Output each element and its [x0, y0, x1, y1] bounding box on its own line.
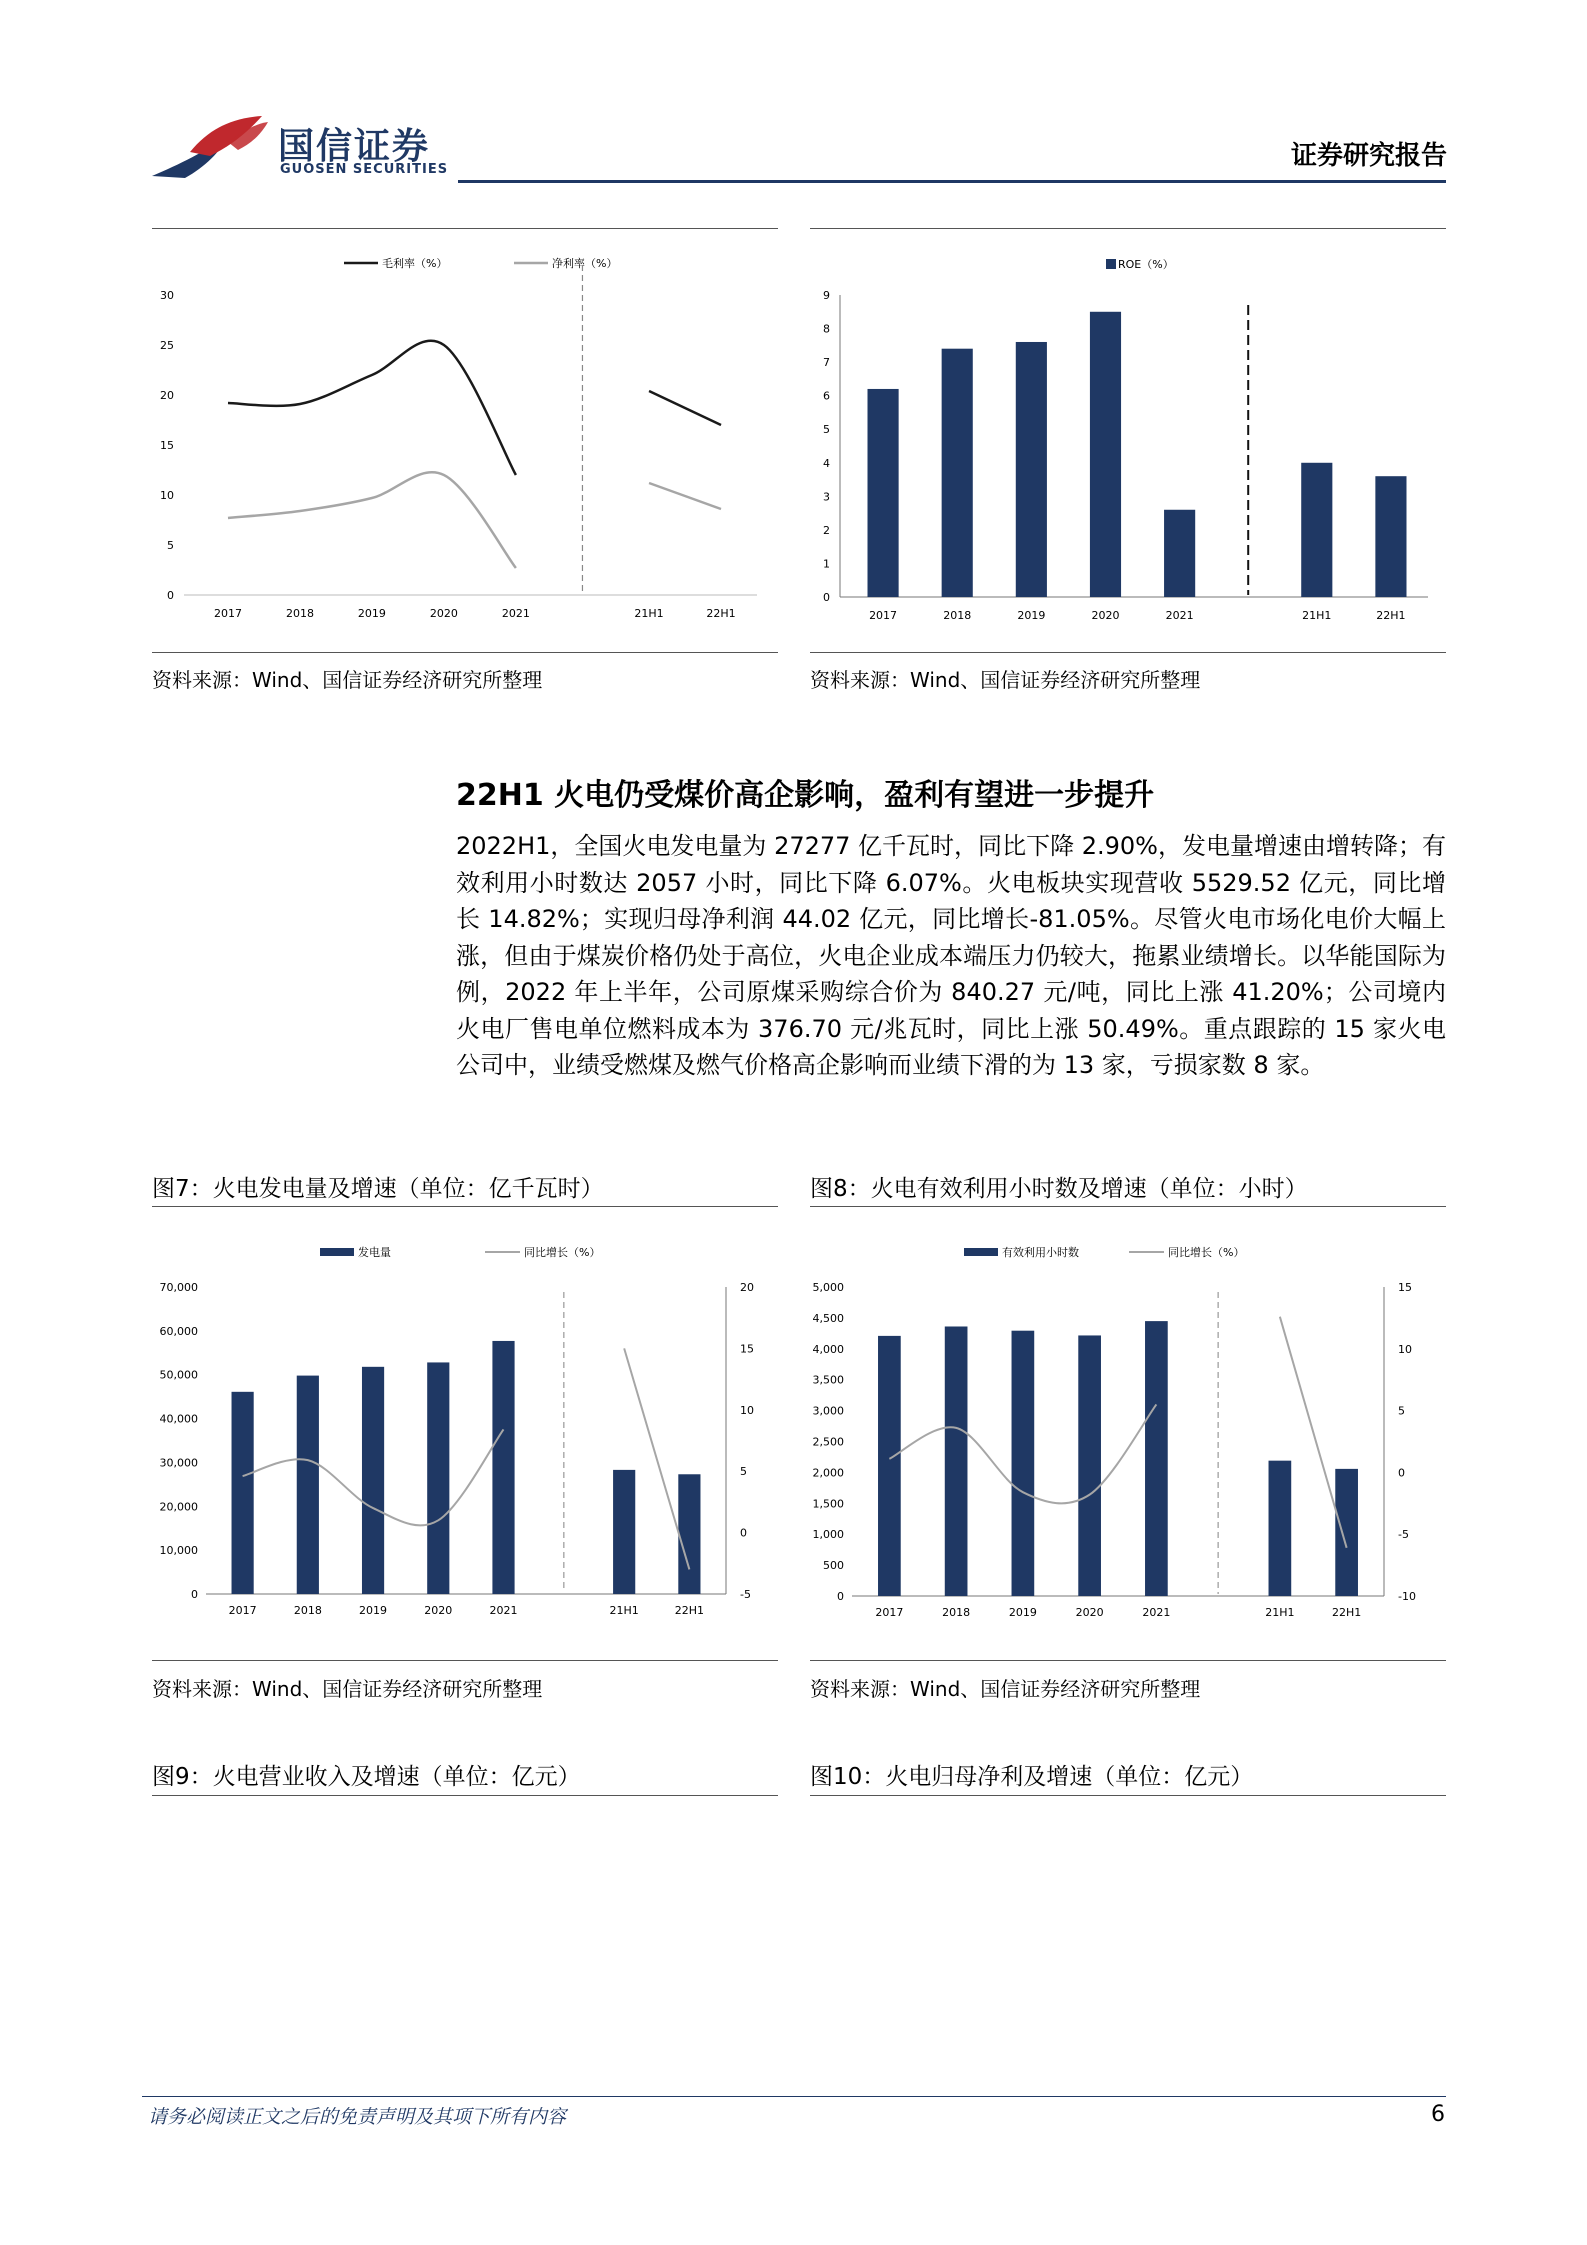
legend-bar-label: 有效利用小时数 [1002, 1246, 1079, 1259]
series-line-0-annual [228, 341, 516, 475]
y-right-tick-label: 10 [1398, 1342, 1412, 1356]
report-type-label: 证券研究报告 [1290, 141, 1447, 171]
y-tick-label: 2 [823, 523, 830, 537]
y-right-tick-label: 20 [740, 1281, 754, 1294]
source-note-1: 资料来源：Wind、国信证券经济研究所整理 [152, 668, 543, 692]
bar-2019 [1012, 1331, 1035, 1596]
x-tick-label: 21H1 [634, 607, 664, 620]
logo-mark-icon [150, 112, 270, 182]
header-divider [458, 180, 1446, 183]
legend-label: ROE（%） [1118, 258, 1174, 271]
y-left-tick-label: 2,000 [812, 1466, 844, 1480]
fig8-title: 图8：火电有效利用小时数及增速（单位：小时） [810, 1176, 1308, 1202]
legend-bar-swatch [320, 1248, 354, 1256]
chart-top-rule-left [152, 228, 778, 229]
legend-bar-swatch [964, 1248, 998, 1256]
bar-2021 [1145, 1321, 1168, 1596]
x-tick-label: 22H1 [1331, 1606, 1362, 1619]
y-right-tick-label: 0 [740, 1526, 747, 1540]
footer-disclaimer: 请务必阅读正文之后的免责声明及其项下所有内容 [148, 2106, 567, 2128]
x-tick-label: 21H1 [1302, 609, 1332, 622]
source-note-3: 资料来源：Wind、国信证券经济研究所整理 [152, 1677, 543, 1701]
y-left-tick-label: 60,000 [159, 1324, 198, 1338]
y-left-tick-label: 10,000 [159, 1544, 198, 1558]
y-left-tick-label: 0 [191, 1588, 198, 1601]
y-right-tick-label: 15 [740, 1342, 754, 1356]
x-tick-label: 2020 [1075, 1606, 1104, 1619]
y-tick-label: 8 [823, 322, 830, 336]
x-tick-label: 2021 [1165, 609, 1194, 622]
x-tick-label: 2020 [1091, 609, 1120, 622]
y-left-tick-label: 3,000 [812, 1404, 844, 1418]
chart-bottom-rule-left [152, 652, 778, 653]
legend-swatch [1106, 259, 1116, 269]
section-title: 22H1 火电仍受煤价高企影响，盈利有望进一步提升 [456, 778, 1155, 813]
bar-22H1 [678, 1474, 700, 1594]
fig10-title: 图10：火电归母净利及增速（单位：亿元） [810, 1764, 1254, 1790]
margin-chart-svg [152, 235, 778, 645]
fig7-bottom-rule [152, 1660, 778, 1661]
x-tick-label: 2017 [228, 1604, 257, 1617]
bar-2021 [1164, 510, 1195, 597]
fig8-top-rule [810, 1206, 1446, 1207]
y-left-tick-label: 0 [837, 1590, 844, 1603]
x-tick-label: 2017 [875, 1606, 904, 1619]
fig7-top-rule [152, 1206, 778, 1207]
y-tick-label: 25 [160, 339, 174, 352]
bar-2020 [1078, 1335, 1101, 1596]
x-tick-label: 2017 [213, 607, 242, 620]
y-left-tick-label: 40,000 [159, 1412, 198, 1426]
y-tick-label: 10 [160, 489, 174, 502]
y-left-tick-label: 50,000 [159, 1368, 198, 1382]
fig10-top-rule [810, 1795, 1446, 1796]
x-tick-label: 2018 [285, 607, 314, 620]
legend-line-label: 同比增长（%） [1168, 1246, 1245, 1259]
legend-line-label: 同比增长（%） [524, 1246, 601, 1259]
legend-label-0: 毛利率（%） [382, 257, 448, 270]
footer-divider [142, 2096, 1446, 2097]
x-tick-label: 2021 [489, 1604, 518, 1617]
bar-22H1 [1375, 476, 1406, 597]
bar-22H1 [1335, 1469, 1358, 1596]
x-tick-label: 2020 [424, 1604, 453, 1617]
y-right-tick-label: -5 [1398, 1528, 1409, 1542]
bar-2019 [362, 1367, 384, 1594]
x-tick-label: 2019 [357, 607, 386, 620]
roe-chart-svg [810, 235, 1446, 645]
x-tick-label: 2019 [359, 1604, 388, 1617]
x-tick-label: 2021 [1142, 1606, 1171, 1619]
bar-21H1 [613, 1470, 635, 1594]
logo-text-en: GUOSEN SECURITIES [280, 162, 449, 177]
y-left-tick-label: 70,000 [159, 1281, 198, 1294]
y-tick-label: 9 [823, 289, 830, 302]
y-right-tick-label: 15 [1398, 1281, 1412, 1294]
bar-2018 [297, 1376, 319, 1594]
y-left-tick-label: 2,500 [812, 1435, 844, 1449]
fig9-title: 图9：火电营业收入及增速（单位：亿元） [152, 1764, 581, 1790]
y-tick-label: 5 [823, 423, 830, 437]
fig9-top-rule [152, 1795, 778, 1796]
y-tick-label: 7 [823, 356, 830, 370]
source-note-4: 资料来源：Wind、国信证券经济研究所整理 [810, 1677, 1201, 1701]
x-tick-label: 2018 [942, 1606, 971, 1619]
series-line-1-annual [228, 472, 516, 568]
roe-chart [810, 235, 1446, 645]
bar-2021 [492, 1341, 514, 1594]
x-tick-label: 2018 [293, 1604, 322, 1617]
y-right-tick-label: 0 [1398, 1466, 1405, 1480]
bar-21H1 [1269, 1461, 1292, 1596]
source-note-2: 资料来源：Wind、国信证券经济研究所整理 [810, 668, 1201, 692]
x-tick-label: 2020 [429, 607, 458, 620]
bar-2020 [427, 1362, 449, 1594]
legend-label-1: 净利率（%） [552, 257, 618, 270]
bar-2018 [945, 1326, 968, 1596]
bar-2017 [878, 1336, 901, 1596]
bar-2019 [1016, 342, 1047, 597]
company-logo [150, 112, 270, 182]
series-line-0-half [649, 391, 721, 425]
y-left-tick-label: 1,000 [812, 1528, 844, 1542]
y-tick-label: 30 [160, 289, 174, 302]
bar-21H1 [1301, 463, 1332, 597]
y-right-tick-label: -10 [1398, 1590, 1416, 1603]
generation-chart-svg [152, 1212, 778, 1652]
x-tick-label: 21H1 [1265, 1606, 1295, 1619]
x-tick-label: 2019 [1017, 609, 1046, 622]
y-left-tick-label: 500 [823, 1559, 844, 1573]
y-left-tick-label: 4,500 [812, 1311, 844, 1325]
page-number: 6 [1431, 2102, 1445, 2127]
bar-2017 [868, 389, 899, 597]
y-right-tick-label: 5 [1398, 1404, 1405, 1418]
body-paragraph: 2022H1，全国火电发电量为 27277 亿千瓦时，同比下降 2.90%，发电量增速由增转降；有效利用小时数达 2057 小时，同比下降 6.07%。火电板块实现营收 5529.52 亿元，同比增长 14.82%；实现归母净利润 44.02 亿元，同比增长-81.05%。尽管火电市场化电价大幅上涨，但由于煤炭价格仍处于高位，火电企业成本端压力仍较大，拖累业绩增长。以华能国际为例，2022 年上半年，公司原煤采购综合价为 840.27 元/吨，同比上涨 41.20%；公司境内火电厂售电单位燃料成本为 376.70 元/兆瓦时，同比上涨 50.49%。重点跟踪的 15 家火电公司中，业绩受燃煤及燃气价格高企影响而业绩下滑的为 13 家，亏损家数 8 家。 [456, 832, 1446, 1079]
bar-2020 [1090, 312, 1121, 597]
y-tick-label: 4 [823, 456, 830, 470]
y-left-tick-label: 20,000 [159, 1500, 198, 1514]
generation-chart [152, 1212, 778, 1652]
y-right-tick-label: 10 [740, 1403, 754, 1417]
margin-chart [152, 235, 778, 645]
hours-chart [810, 1212, 1446, 1652]
logo-text-cn: 国信证券 [278, 126, 431, 167]
x-tick-label: 2017 [869, 609, 898, 622]
y-tick-label: 15 [160, 439, 174, 452]
x-tick-label: 21H1 [609, 1604, 639, 1617]
fig7-title: 图7：火电发电量及增速（单位：亿千瓦时） [152, 1176, 604, 1202]
y-tick-label: 20 [160, 389, 174, 402]
y-left-tick-label: 4,000 [812, 1342, 844, 1356]
hours-chart-svg [810, 1212, 1446, 1652]
y-tick-label: 1 [823, 557, 830, 571]
x-tick-label: 22H1 [1376, 609, 1406, 622]
y-tick-label: 6 [823, 389, 830, 403]
y-left-tick-label: 3,500 [812, 1373, 844, 1387]
y-right-tick-label: 5 [740, 1465, 747, 1479]
bar-2018 [942, 349, 973, 597]
x-tick-label: 2021 [501, 607, 530, 620]
y-tick-label: 3 [823, 490, 830, 504]
x-tick-label: 2018 [943, 609, 972, 622]
y-left-tick-label: 1,500 [812, 1497, 844, 1511]
chart-top-rule-right [810, 228, 1446, 229]
y-right-tick-label: -5 [740, 1588, 751, 1601]
chart-bottom-rule-right [810, 652, 1446, 653]
bar-2017 [232, 1392, 254, 1594]
fig8-bottom-rule [810, 1660, 1446, 1661]
legend-bar-label: 发电量 [358, 1246, 391, 1259]
x-tick-label: 2019 [1008, 1606, 1037, 1619]
y-left-tick-label: 30,000 [159, 1456, 198, 1470]
y-tick-label: 0 [823, 591, 830, 604]
y-left-tick-label: 5,000 [812, 1281, 844, 1294]
x-tick-label: 22H1 [706, 607, 736, 620]
x-tick-label: 22H1 [674, 1604, 705, 1617]
y-tick-label: 0 [167, 589, 174, 602]
series-line-1-half [649, 483, 721, 509]
y-tick-label: 5 [167, 539, 174, 552]
